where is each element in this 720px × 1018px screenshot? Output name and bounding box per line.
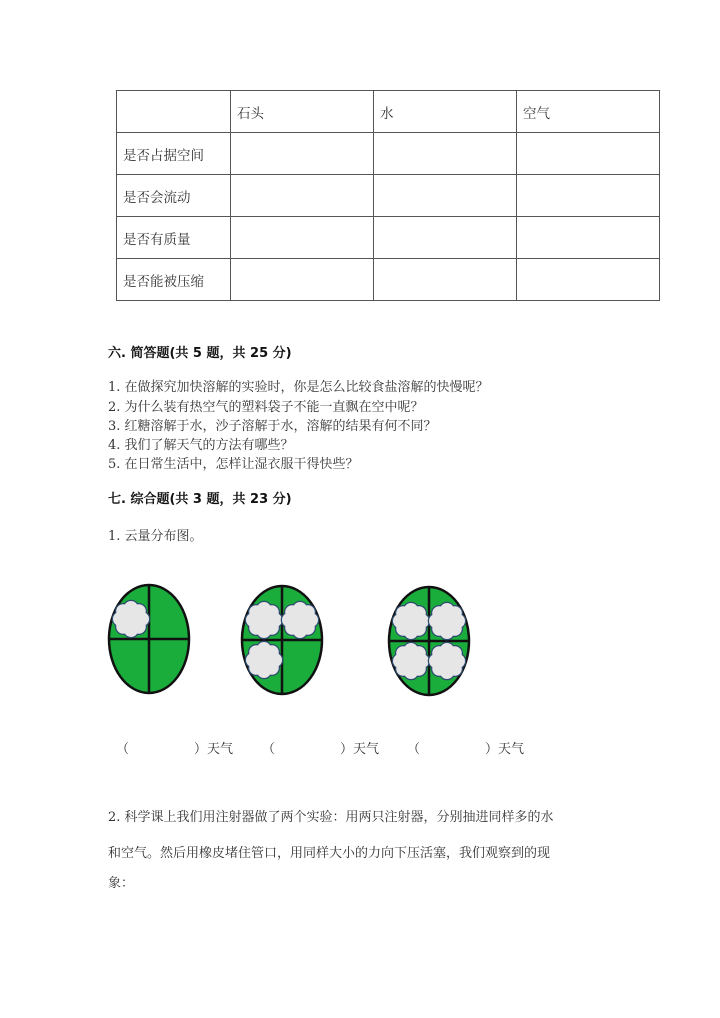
question-text: 5. 在日常生活中，怎样让湿衣服干得快些？ <box>108 457 359 472</box>
table-cell: 是否会流动 <box>117 175 231 217</box>
section-7-title: 七. 综合题(共 3 题，共 23 分) <box>108 492 292 507</box>
question-text: 1. 云量分布图。 <box>108 529 203 544</box>
question-text: 4. 我们了解天气的方法有哪些？ <box>108 438 294 453</box>
cloud-icon <box>393 603 429 639</box>
weather-blank-2: （ ）天气 <box>262 742 380 757</box>
question-text: 象： <box>108 876 135 891</box>
cloud-icon <box>282 602 318 638</box>
table-cell: 是否能被压缩 <box>117 259 231 301</box>
question-text: 2. 为什么装有热空气的塑料袋子不能一直飘在空中呢？ <box>108 400 424 415</box>
question-text: 和空气。然后用橡皮堵住管口，用同样大小的力向下压活塞，我们观察到的现 <box>108 846 551 861</box>
question-text: 3. 红糖溶解于水，沙子溶解于水，溶解的结果有何不同？ <box>108 419 437 434</box>
table-header-cell: 石头 <box>231 91 374 133</box>
weather-blank-3: （ ）天气 <box>407 742 525 757</box>
cloud-icon <box>246 602 282 638</box>
table-header-cell: 水 <box>374 91 517 133</box>
cloud-icon <box>393 643 429 679</box>
sky-oval <box>242 586 322 694</box>
sky-oval <box>389 587 469 695</box>
table-cell: 是否占据空间 <box>117 133 231 175</box>
cloud-icon <box>113 601 149 637</box>
cloud-icon <box>429 643 465 679</box>
section-6-title: 六. 简答题(共 5 题，共 25 分) <box>108 346 292 361</box>
cloud-icon <box>429 603 465 639</box>
question-text: 1. 在做探究加快溶解的实验时，你是怎么比较食盐溶解的快慢呢？ <box>108 380 489 395</box>
table-cell: 是否有质量 <box>117 217 231 259</box>
sky-oval <box>109 585 189 693</box>
question-text: 2. 科学课上我们用注射器做了两个实验：用两只注射器，分别抽进同样多的水 <box>108 810 554 825</box>
cloud-icon <box>246 642 282 678</box>
weather-blank-1: （ ）天气 <box>116 742 234 757</box>
table-header-cell: 空气 <box>517 91 660 133</box>
